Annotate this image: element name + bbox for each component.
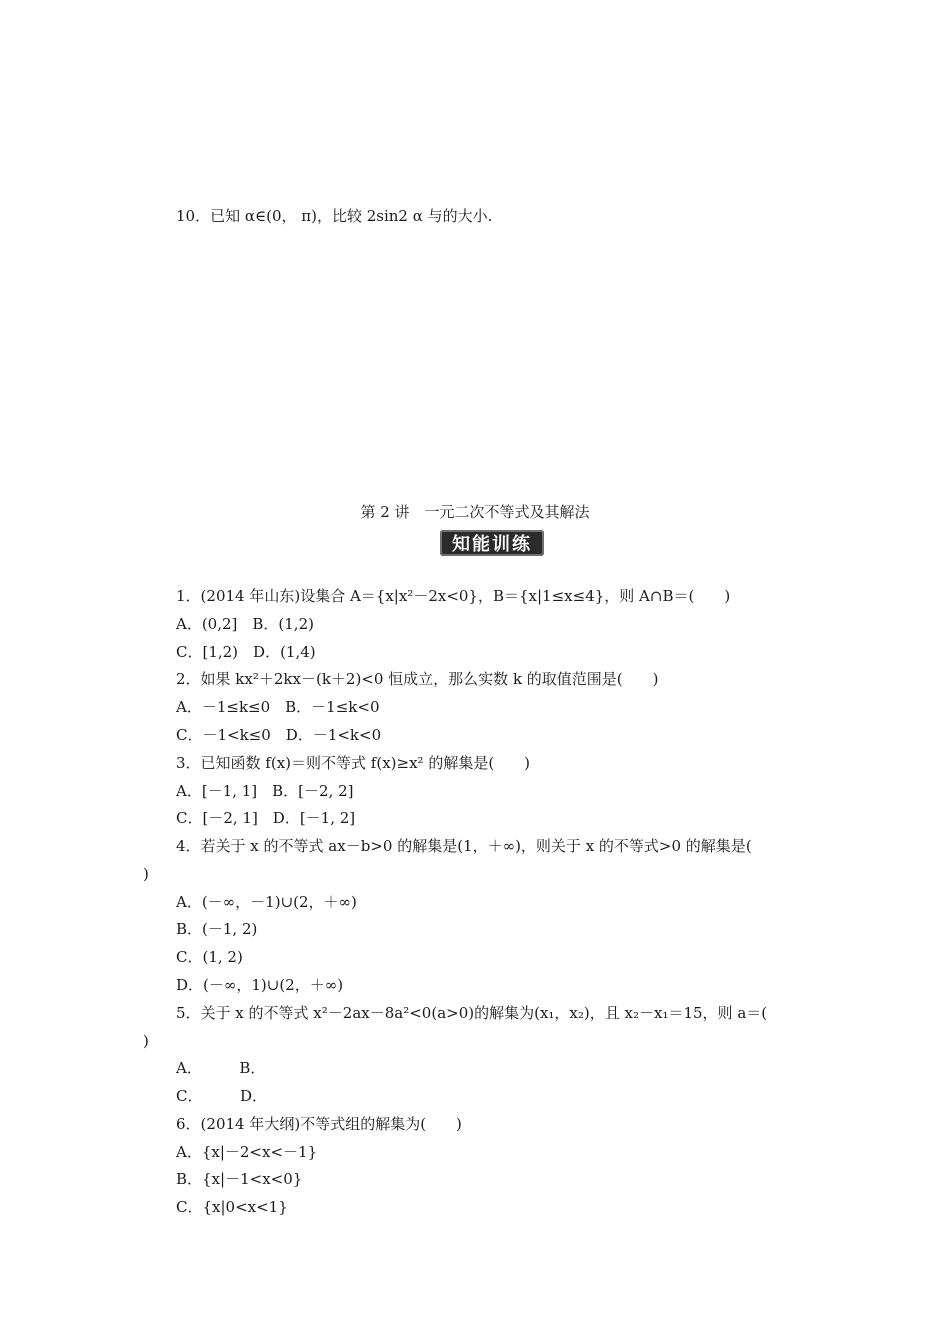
question-10: 10．已知 α∈(0， π)，比较 2sin2 α 与的大小. [176,207,493,225]
q6-option-a: A．{x|－2<x<－1} [176,1143,318,1161]
q3-options-ab: A．[－1, 1] B．[－2, 2] [176,782,354,800]
q1-options-cd: C．[1,2) D．(1,4) [176,643,316,661]
q3-stem: 3．已知函数 f(x)＝则不等式 f(x)≥x² 的解集是( ) [176,754,531,772]
q5-options-ab: A． B． [176,1059,266,1077]
q4-option-c: C．(1, 2) [176,948,243,966]
q4-option-d: D．(－∞，1)∪(2，＋∞) [176,976,344,994]
q2-stem: 2．如果 kx²＋2kx－(k＋2)<0 恒成立，那么实数 k 的取值范围是( ) [176,670,659,688]
q2-options-cd: C．－1<k≤0 D．－1<k<0 [176,726,382,744]
q2-options-ab: A．－1≤k≤0 B．－1≤k<0 [176,698,380,716]
q1-stem: 1．(2014 年山东)设集合 A＝{x|x²－2x<0}，B＝{x|1≤x≤4}，则 A∩B＝( ) [176,587,731,605]
q4-option-a: A．(－∞，－1)∪(2，＋∞) [176,893,357,911]
q5-options-cd: C． D． [176,1087,268,1105]
section-badge [440,530,544,556]
q4-option-b: B．(－1, 2) [176,920,258,938]
q3-options-cd: C．[－2, 1] D．[－1, 2] [176,809,356,827]
q6-option-b: B．{x|－1<x<0} [176,1170,303,1188]
q1-options-ab: A．(0,2] B．(1,2) [176,615,314,633]
q4-stem: 4．若关于 x 的不等式 ax－b>0 的解集是(1，＋∞)，则关于 x 的不等式>0 的解集是( [176,837,752,855]
section-title: 第 2 讲 一元二次不等式及其解法 [360,503,590,521]
section-badge-label: 知能训练 [452,534,532,555]
q6-option-c: C．{x|0<x<1} [176,1198,288,1216]
q4-stem-wrap: ) [143,865,149,883]
q5-stem: 5．关于 x 的不等式 x²－2ax－8a²<0(a>0)的解集为(x₁，x₂)，且 x₂－x₁＝15，则 a＝( [176,1004,768,1022]
q5-stem-wrap: ) [143,1032,149,1050]
q6-stem: 6．(2014 年大纲)不等式组的解集为( ) [176,1115,462,1133]
